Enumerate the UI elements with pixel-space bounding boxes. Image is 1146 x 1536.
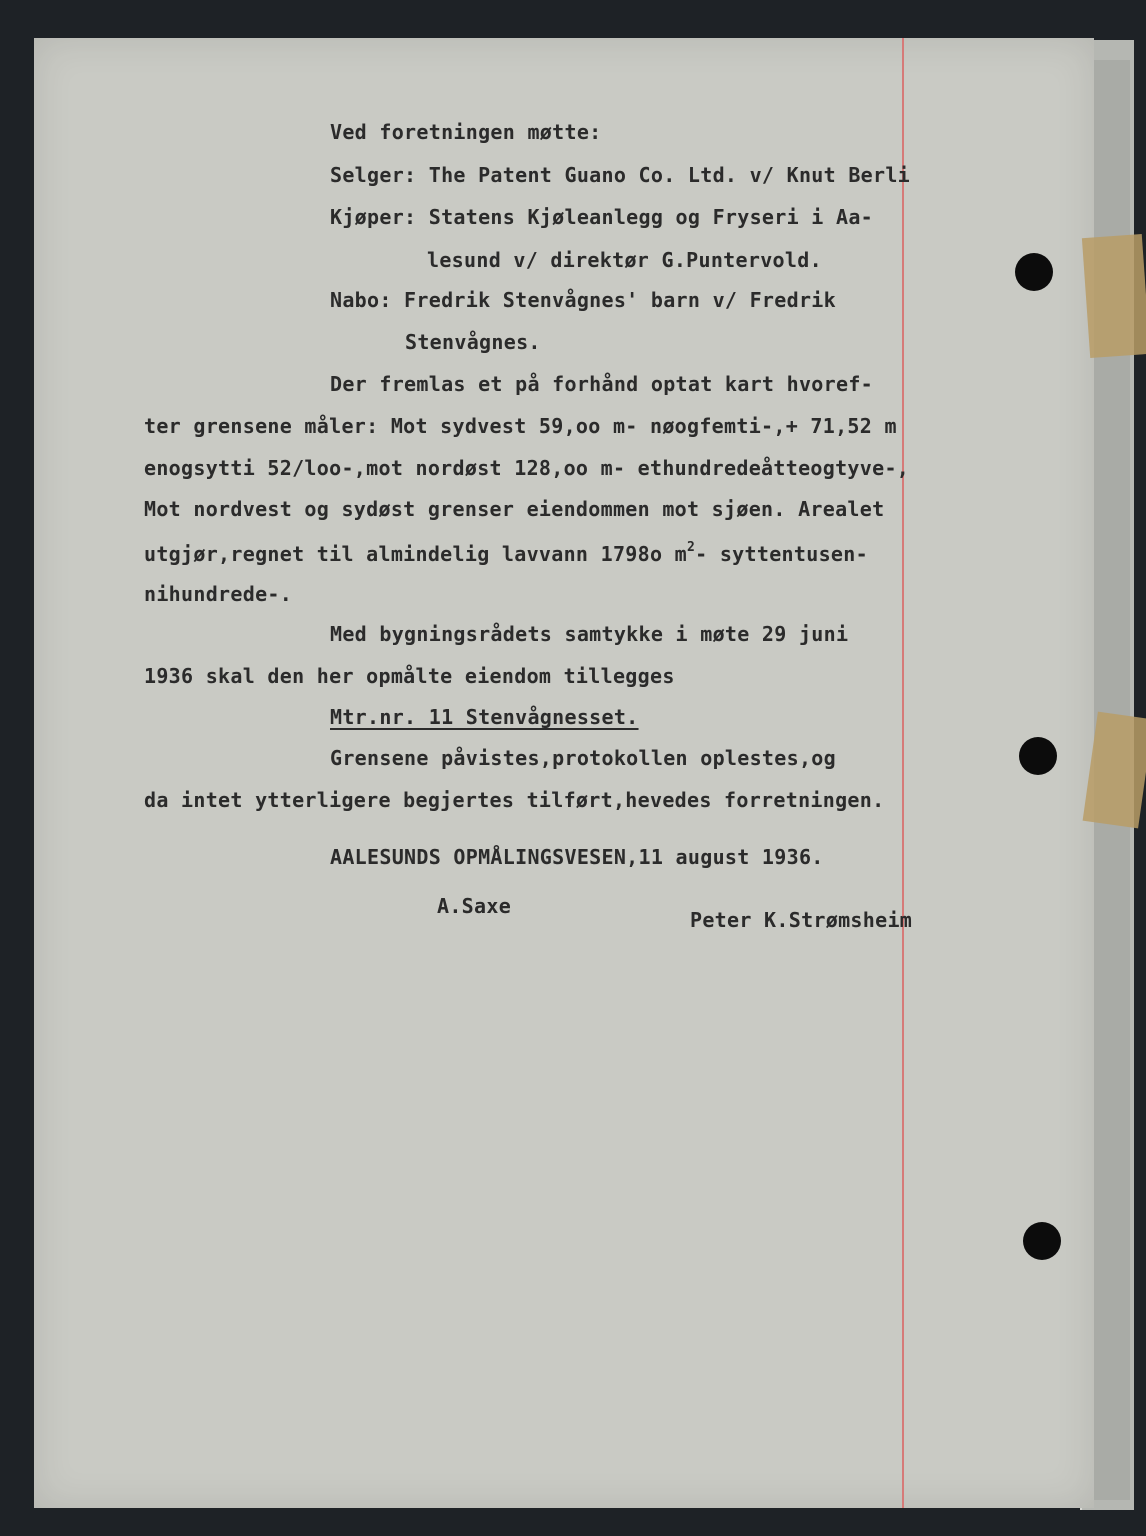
text-line: Der fremlas et på forhånd optat kart hvoref- xyxy=(330,372,874,396)
text-line: da intet ytterligere begjertes tilført,hevedes forretningen. xyxy=(144,788,885,812)
signature-saxe: A.Saxe xyxy=(437,894,512,918)
text-line: Med bygningsrådets samtykke i møte 29 juni xyxy=(330,622,849,646)
signature-stromsheim: Peter K.Strømsheim xyxy=(690,908,913,932)
text-line: Selger: The Patent Guano Co. Ltd. v/ Knut Berli xyxy=(330,163,911,187)
text-line: nihundrede-. xyxy=(144,582,293,606)
text-line: ter grensene måler: Mot sydvest 59,oo m- nøogfemti-,+ 71,52 m xyxy=(144,414,897,438)
text-line: 1936 skal den her opmålte eiendom tillegges xyxy=(144,664,675,688)
office-date-line: AALESUNDS OPMÅLINGSVESEN,11 august 1936. xyxy=(330,845,824,869)
text-line: Kjøper: Statens Kjøleanlegg og Fryseri i Aa- xyxy=(330,205,874,229)
text-line: Stenvågnes. xyxy=(405,330,541,354)
punch-hole xyxy=(1023,1222,1061,1260)
punch-hole xyxy=(1015,253,1053,291)
punch-hole xyxy=(1019,737,1057,775)
text-line: Grensene påvistes,protokollen oplestes,og xyxy=(330,746,836,770)
text-line: utgjør,regnet til almindelig lavvann 1798o $m^2-$ syttentusen- xyxy=(144,540,868,566)
cadastral-number-heading: Mtr.nr. 11 Stenvågnesset. xyxy=(330,705,639,729)
text-line: Nabo: Fredrik Stenvågnes' barn v/ Fredrik xyxy=(330,288,836,312)
red-margin-line xyxy=(902,38,904,1508)
text-line: Mot nordvest og sydøst grenser eiendommen mot sjøen. Arealet xyxy=(144,497,885,521)
text-line: enogsytti 52/loo-,mot nordøst 128,oo m- ethundredeåtteogtyve-, xyxy=(144,456,910,480)
text-line: lesund v/ direktør G.Puntervold. xyxy=(427,248,822,272)
text-line: Ved foretningen møtte: xyxy=(330,120,602,144)
tape-strip xyxy=(1082,234,1146,358)
